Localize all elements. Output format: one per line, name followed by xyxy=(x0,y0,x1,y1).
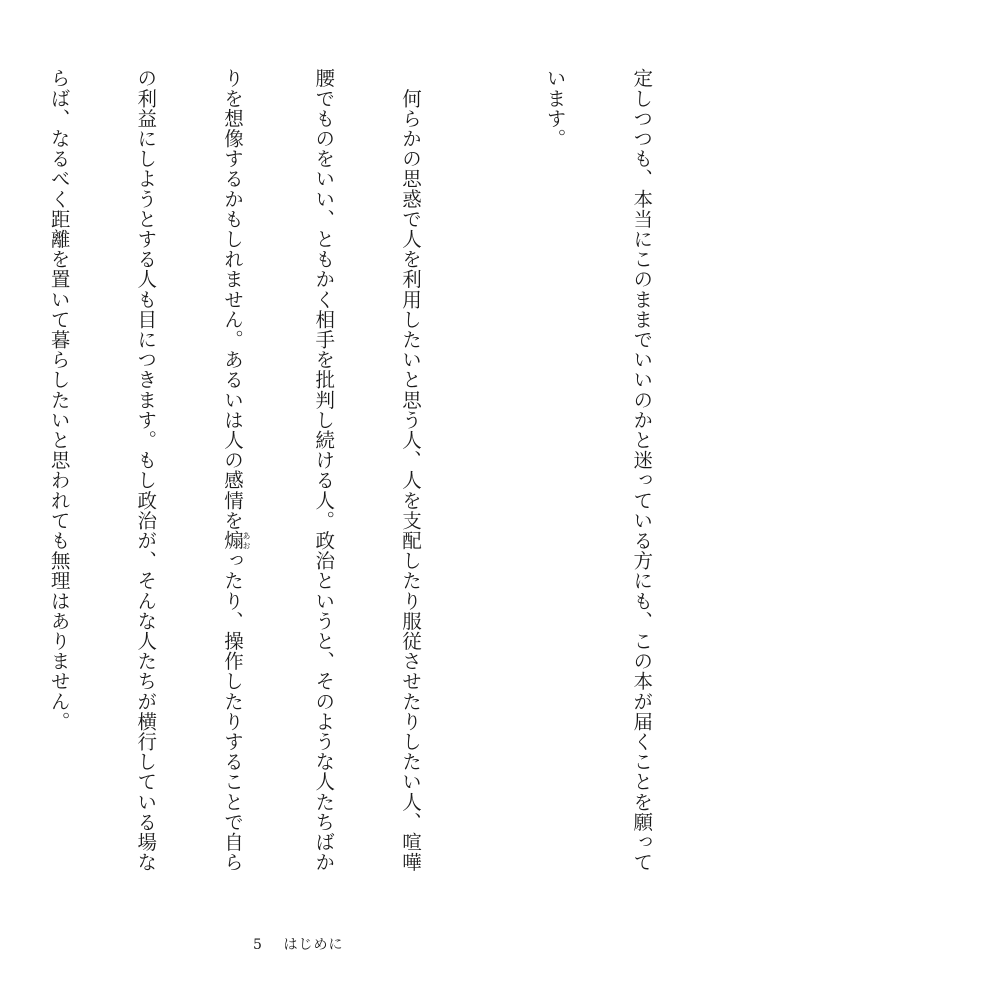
text-line: 腰でものをいい、ともかく相手を批判し続ける人。政治というと、そのような人たちばか xyxy=(312,68,336,872)
page-footer xyxy=(253,934,343,954)
text-line-with-ruby xyxy=(217,68,251,873)
text-line: の利益にしようとする人も目につきます。もし政治が、そんな人たちが横行している場な xyxy=(134,68,158,872)
ruby-base: 煽 xyxy=(221,530,244,551)
vertical-body-text xyxy=(0,68,713,873)
text-line: います。 xyxy=(543,68,567,149)
text-line: 何らかの思惑で人を利用したいと思う人、人を支配したり服従させたりしたい人、喧嘩 xyxy=(398,68,422,872)
text-line: 定しつつも、本当にこのままでいいのかと迷っている方にも、この本が届くことを願って xyxy=(630,68,654,872)
ruby-annotation xyxy=(221,530,251,551)
text-line: らば、なるべく距離を置いて暮らしたいと思われても無理はありません。 xyxy=(47,68,71,732)
text-segment: りを想像するかもしれません。あるいは人の感情を xyxy=(221,68,244,531)
page-number: 5 xyxy=(253,937,262,953)
ruby-reading: あお xyxy=(242,530,251,551)
text-segment: ったり、操作したりすることで自ら xyxy=(221,550,244,873)
section-title: はじめに xyxy=(283,937,344,953)
